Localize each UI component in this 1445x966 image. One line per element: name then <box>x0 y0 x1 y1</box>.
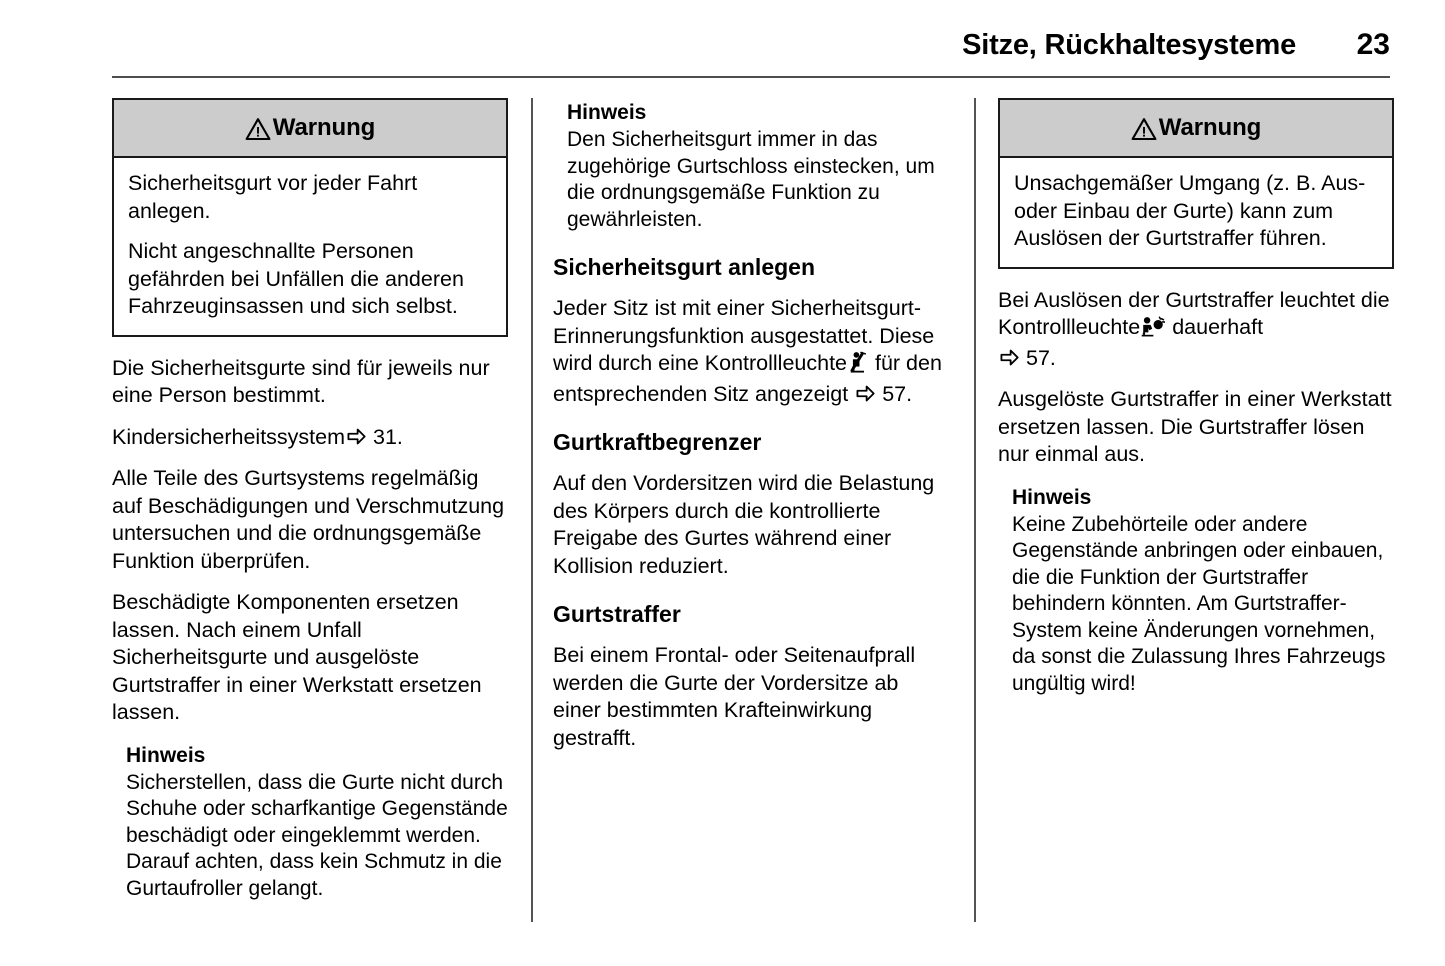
body-paragraph: Ausgelöste Gurtstraffer in einer Werkstatt ersetzen lassen. Die Gurtstraffer lösen nur einmal aus. <box>998 387 1392 466</box>
cross-reference-arrow-icon <box>1000 347 1019 366</box>
body-paragraph: Beschädigte Komponenten ersetzen lassen. Nach einem Unfall Sicherheitsgurte und ausgelöste Gurtstraffer in einer Werkstatt ersetzen lassen. <box>112 590 482 724</box>
xref-page: 57. <box>1025 345 1056 370</box>
note-text: Keine Zubehörteile oder andere Gegenstände anbringen oder einbauen, die die Funktion der Gurtstraffer behindern könnten. Am Gurtstraffer-System keine Änderungen vornehmen, da sonst die Zulassung Ihres Fahrzeugs ungültig wird! <box>1012 512 1386 695</box>
column-3 <box>998 98 1394 711</box>
control-lamp-paragraph <box>998 287 1394 373</box>
warning-paragraph: Nicht angeschnallte Personen gefährden bei Unfällen die anderen Fahrzeuginsassen und sich selbst. <box>128 239 464 318</box>
warning-box-seatbelt <box>112 98 508 337</box>
section-heading-sicherheitsgurt-anlegen: Sicherheitsgurt anlegen <box>553 254 816 280</box>
section-paragraph-belt-reminder <box>553 295 949 408</box>
xref-label: Kindersicherheitssystem <box>112 424 346 449</box>
warning-box-body <box>1000 158 1392 267</box>
body-paragraph: Die Sicherheitsgurte sind für jeweils nur eine Person bestimmt. <box>112 355 490 407</box>
column-divider-2 <box>974 98 976 922</box>
note-block-belt-care <box>126 743 508 903</box>
warning-box-title: Warnung <box>272 114 376 141</box>
section-paragraph-pretensioner: Bei einem Frontal- oder Seitenaufprall werden die Gurte der Vordersitze ab einer bestimmten Krafteinwirkung gestrafft. <box>553 643 916 750</box>
warning-paragraph: Unsachgemäßer Umgang (z. B. Aus- oder Einbau der Gurte) kann zum Auslösen der Gurtstraffer führen. <box>1014 171 1366 250</box>
columns-container <box>112 98 1390 928</box>
paragraph-text-before-icon: Bei Auslösen der Gurtstraffer leuchtet die Kontrollleuchte <box>998 287 1390 339</box>
cross-reference-paragraph <box>112 424 508 452</box>
column-1 <box>112 98 508 916</box>
note-text: Sicherstellen, dass die Gurte nicht durch Schuhe oder scharfkantige Gegenstände beschädigt oder eingeklemmt werden. Darauf achten, dass kein Schmutz in die Gurtaufroller gelangt. <box>126 770 508 900</box>
warning-triangle-icon <box>245 117 271 141</box>
warning-box-header <box>114 100 506 158</box>
note-block-no-accessories <box>1012 485 1394 698</box>
column-divider-1 <box>531 98 533 922</box>
note-title: Hinweis <box>126 743 206 767</box>
note-text: Den Sicherheitsgurt immer in das zugehörige Gurtschloss einstecken, um die ordnungsgemäße Funktion zu gewährleisten. <box>567 128 935 231</box>
body-paragraph: Alle Teile des Gurtsystems regelmäßig auf Beschädigungen und Verschmutzung untersuchen und die ordnungsgemäße Funktion überprüfen. <box>112 466 505 573</box>
warning-box-body <box>114 158 506 335</box>
section-paragraph-force-limiter: Auf den Vordersitzen wird die Belastung des Körpers durch die kontrollierte Freigabe des Gurtes während einer Kollision reduziert. <box>553 471 935 578</box>
xref-page: 31. <box>373 424 403 449</box>
warning-paragraph: Sicherheitsgurt vor jeder Fahrt anlegen. <box>128 171 418 223</box>
note-title: Hinweis <box>567 101 647 124</box>
airbag-control-lamp-icon <box>1141 316 1165 345</box>
paragraph-text-after-icon: dauerhaft <box>1172 315 1264 339</box>
cross-reference-arrow-icon <box>347 426 366 445</box>
note-block-buckle <box>567 100 949 233</box>
page-title: Sitze, Rückhaltesysteme <box>962 29 1296 61</box>
section-heading-gurtstraffer: Gurtstraffer <box>553 601 681 627</box>
note-title: Hinweis <box>1012 485 1092 509</box>
warning-box-title: Warnung <box>1158 114 1262 141</box>
page-number: 23 <box>1356 28 1390 61</box>
seatbelt-reminder-icon <box>848 351 868 381</box>
warning-box-pretensioner <box>998 98 1394 269</box>
xref-page: 57. <box>882 381 913 406</box>
header-divider-rule <box>112 76 1390 78</box>
cross-reference-arrow-icon <box>856 383 875 402</box>
paragraph-text-before-icon: Jeder Sitz ist mit einer Sicherheitsgurt-Erinnerungsfunktion ausgestattet. Diese wird durch eine Kontrollleuchte <box>553 296 935 375</box>
page-header <box>112 28 1390 80</box>
section-heading-gurtkraftbegrenzer: Gurtkraftbegrenzer <box>553 429 762 455</box>
paragraph-text-after-icon: für den entsprechenden Sitz angezeigt <box>553 351 942 406</box>
column-2 <box>553 98 949 752</box>
warning-box-header <box>1000 100 1392 158</box>
warning-triangle-icon <box>1131 117 1157 141</box>
